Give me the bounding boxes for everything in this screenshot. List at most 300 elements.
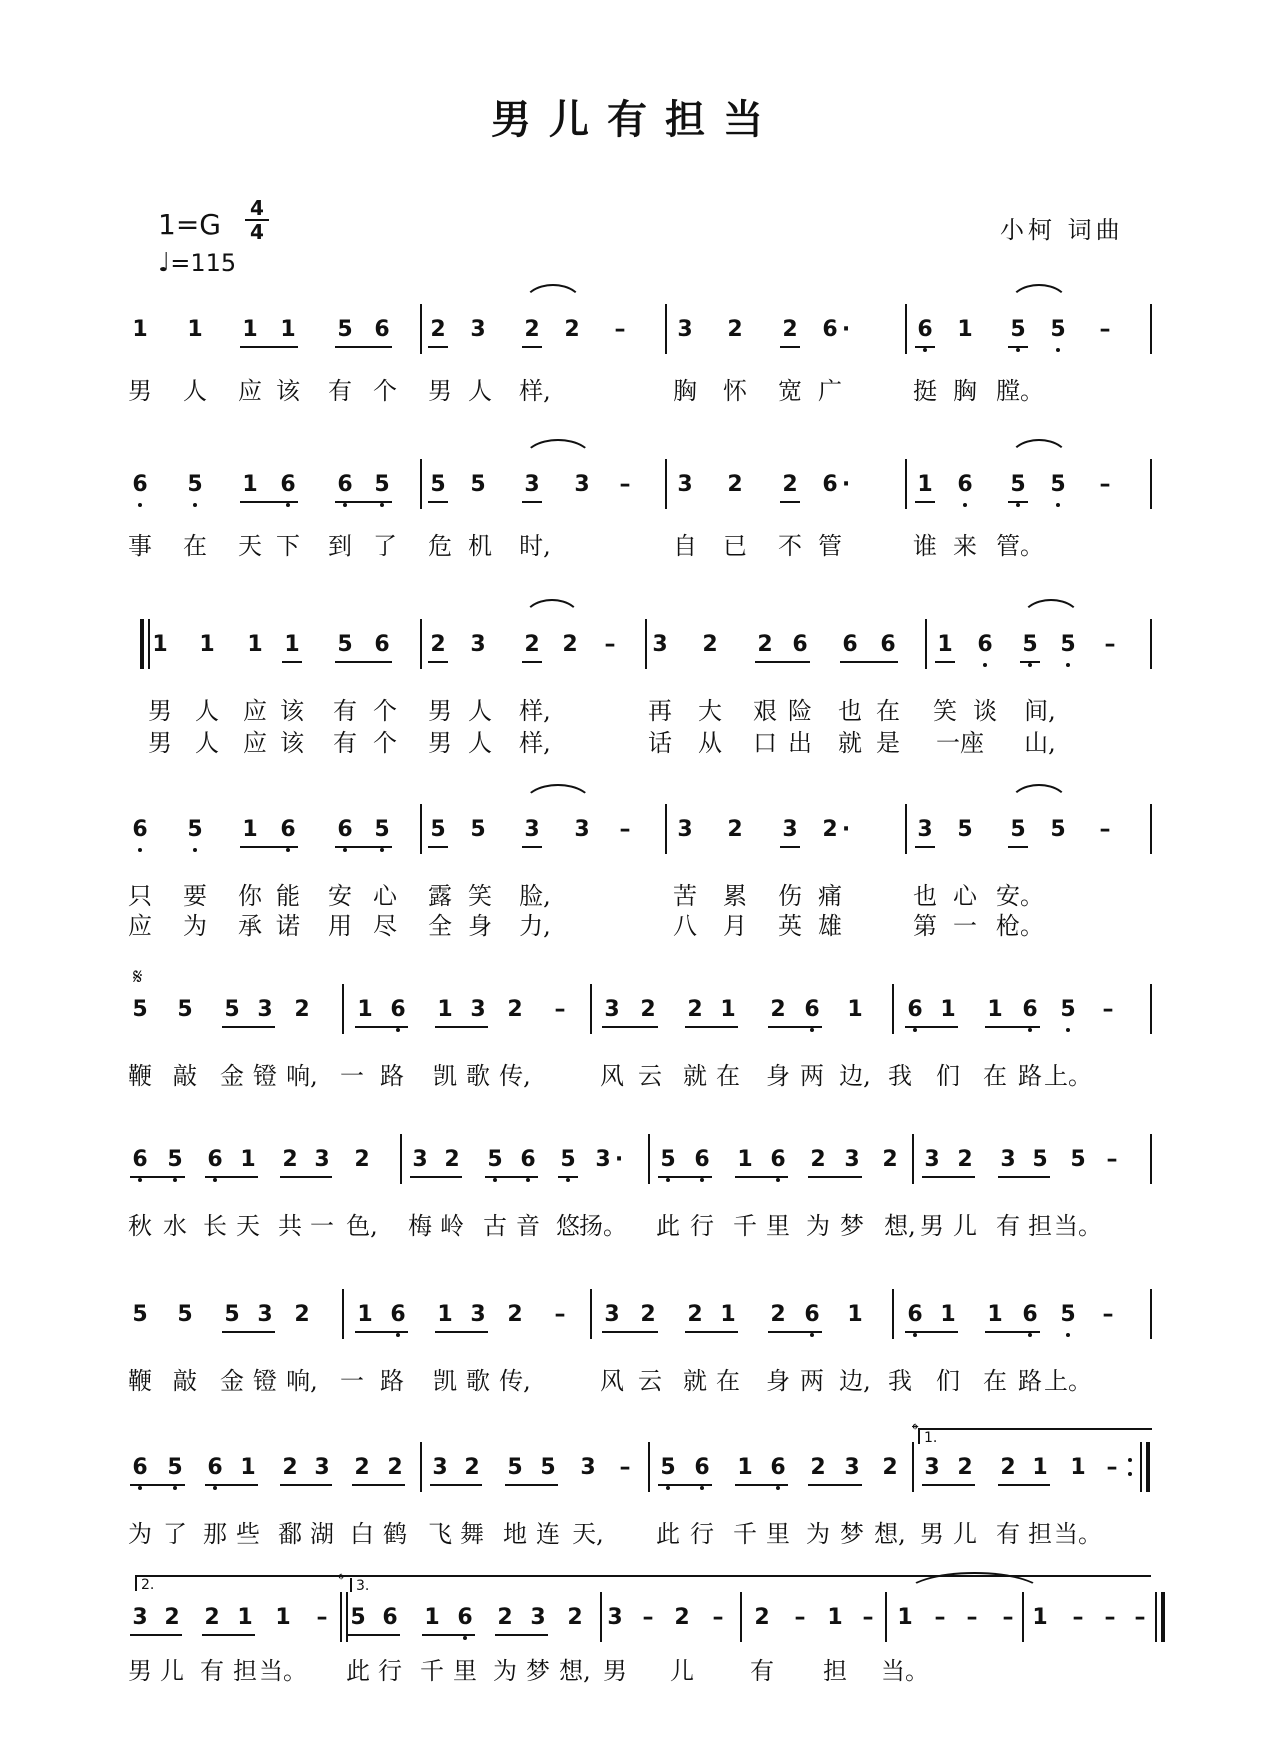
note: 5: [1010, 317, 1026, 342]
lyric-char: 笑: [468, 882, 492, 910]
lyric-char: 心: [373, 882, 397, 910]
note: –: [1134, 1605, 1146, 1630]
note: 6: [770, 1147, 786, 1172]
barline: [420, 304, 422, 354]
lyric-char: 男: [428, 377, 452, 405]
beam-underline: [240, 846, 298, 848]
lyric-char: 路: [380, 1062, 404, 1090]
lyric-char: 里: [766, 1212, 790, 1240]
lyric-char: 险: [788, 697, 812, 725]
note: 2: [882, 1455, 898, 1480]
note: 1: [424, 1605, 440, 1630]
note: 3: [257, 1302, 273, 1327]
lyric-char: 露: [428, 882, 452, 910]
note: –: [554, 1302, 566, 1327]
note: 3: [580, 1455, 596, 1480]
note: 2: [507, 1302, 523, 1327]
lyric-char: 想,: [559, 1657, 591, 1685]
lyric-char: 应: [243, 729, 267, 757]
barline: [1022, 1592, 1024, 1642]
beam-underline: [685, 1331, 738, 1333]
note: 2: [430, 632, 446, 657]
note: –: [1102, 1302, 1114, 1327]
tie-arc: [522, 284, 584, 306]
time-signature-top: 4: [250, 196, 264, 220]
note: 6: [842, 632, 858, 657]
note: 2: [757, 632, 773, 657]
dot-below: [138, 1178, 142, 1182]
note: 3: [257, 997, 273, 1022]
time-signature-bottom: 4: [250, 220, 264, 244]
dot-below: [776, 1178, 780, 1182]
note: 3: [917, 817, 933, 842]
note: 5: [1010, 472, 1026, 497]
lyric-char: 了: [373, 532, 397, 560]
dot-below: [286, 503, 290, 507]
lyric-char: 管。: [996, 532, 1044, 560]
note: 3: [604, 997, 620, 1022]
barline: [400, 1134, 402, 1184]
lyric-char: 人: [468, 377, 492, 405]
barline: [1140, 1442, 1142, 1492]
lyric-char: 从: [698, 729, 722, 757]
note: –: [642, 1605, 654, 1630]
lyric-char: 想,: [884, 1212, 916, 1240]
lyric-char: 有: [200, 1657, 224, 1685]
lyric-char: 一: [953, 912, 977, 940]
beam-underline: [602, 1026, 658, 1028]
lyric-char: 两: [800, 1367, 824, 1395]
note: 5: [1060, 632, 1076, 657]
barline: [1150, 984, 1152, 1034]
lyric-char: 边,: [839, 1062, 871, 1090]
note: 3: [470, 1302, 486, 1327]
beam-underline: [335, 346, 392, 348]
lyric-char: 要: [183, 882, 207, 910]
note: 6: [907, 1302, 923, 1327]
beam-underline: [205, 1176, 258, 1178]
beam-underline: [222, 1026, 275, 1028]
barline: [892, 1289, 894, 1339]
lyric-char: 湖: [310, 1520, 334, 1548]
beam-underline: [222, 1331, 275, 1333]
lyric-char: 男: [128, 377, 152, 405]
lyric-char: 男: [920, 1212, 944, 1240]
note: 3: [924, 1147, 940, 1172]
volta-3-bracket: 3.: [350, 1578, 356, 1592]
note: 6: [337, 817, 353, 842]
lyric-char: 有: [750, 1657, 774, 1685]
lyric-char: 来: [953, 532, 977, 560]
dot-below: [493, 1178, 497, 1182]
lyric-char: 人: [468, 729, 492, 757]
lyric-char: 是: [876, 729, 900, 757]
note: 6: [770, 1455, 786, 1480]
volta-1-bracket: 1.: [918, 1428, 1152, 1444]
beam-underline: [658, 1484, 712, 1486]
barline: [645, 619, 647, 669]
lyric-char: 音: [516, 1212, 540, 1240]
note: 1: [240, 1455, 256, 1480]
beam-underline: [435, 1026, 488, 1028]
note: 1: [280, 317, 296, 342]
note: –: [1104, 632, 1116, 657]
barline: [420, 619, 422, 669]
note: 2: [770, 997, 786, 1022]
beam-underline: [428, 661, 448, 663]
note: 5: [430, 817, 446, 842]
dot-below: [343, 503, 347, 507]
lyric-char: 当。: [881, 1657, 929, 1685]
lyric-char: 个: [373, 377, 397, 405]
note: 3: [470, 632, 486, 657]
note: 6: [880, 632, 896, 657]
note: 5: [1022, 632, 1038, 657]
beam-underline: [205, 1484, 258, 1486]
lyric-char: 膛。: [996, 377, 1044, 405]
barline: [1150, 619, 1152, 669]
lyric-char: 事: [128, 532, 152, 560]
note: 5: [1050, 817, 1066, 842]
note: 6: [957, 472, 973, 497]
lyric-char: 在: [183, 532, 207, 560]
lyric-char: 挺: [913, 377, 937, 405]
note: 1: [132, 317, 148, 342]
note: 2: [702, 632, 718, 657]
lyric-char: 心: [953, 882, 977, 910]
lyric-char: 两: [800, 1062, 824, 1090]
lyric-char: 我: [888, 1367, 912, 1395]
lyric-char: 在: [716, 1367, 740, 1395]
lyric-char: 就: [683, 1062, 707, 1090]
beam-underline: [355, 1331, 408, 1333]
note: 3: [432, 1455, 448, 1480]
lyric-char: 有: [996, 1212, 1020, 1240]
note: 5: [337, 632, 353, 657]
note: 6: [132, 472, 148, 497]
dot-below: [193, 503, 197, 507]
lyric-char: 身: [468, 912, 492, 940]
note: 2: [294, 997, 310, 1022]
lyric-char: 大: [698, 697, 722, 725]
barline: [665, 804, 667, 854]
note: 6: [280, 472, 296, 497]
note: 1: [357, 1302, 373, 1327]
lyric-char: 该: [276, 377, 300, 405]
note: 1: [240, 1147, 256, 1172]
note: –: [619, 1455, 631, 1480]
note: 6: [337, 472, 353, 497]
note: –: [966, 1605, 978, 1630]
note: –: [712, 1605, 724, 1630]
note: 1: [247, 632, 263, 657]
beam-underline: [1008, 346, 1028, 348]
lyric-char: 响,: [286, 1062, 318, 1090]
augmentation-dot: ·: [841, 317, 851, 342]
dot-below: [983, 663, 987, 667]
dot-below: [138, 848, 142, 852]
dot-below: [138, 1486, 142, 1490]
lyric-char: 行: [378, 1657, 402, 1685]
note: 1: [847, 1302, 863, 1327]
note: 3: [677, 817, 693, 842]
lyric-char: 男: [148, 697, 172, 725]
lyric-char: 共: [278, 1212, 302, 1240]
note: 2: [957, 1147, 973, 1172]
note: 1: [187, 317, 203, 342]
lyric-char: 八: [673, 912, 697, 940]
note: 1: [437, 1302, 453, 1327]
note: 6: [694, 1147, 710, 1172]
lyric-char: 传,: [499, 1062, 531, 1090]
note: 5: [187, 817, 203, 842]
lyric-char: 梅: [408, 1212, 432, 1240]
lyric-char: 一: [310, 1212, 334, 1240]
barline: [342, 1289, 344, 1339]
tie-arc: [1020, 599, 1082, 621]
note: 6: [374, 632, 390, 657]
note: 3: [530, 1605, 546, 1630]
note: 5: [1032, 1147, 1048, 1172]
dot-below: [526, 1178, 530, 1182]
note: 5: [1060, 997, 1076, 1022]
note: 1: [827, 1605, 843, 1630]
lyric-char: 想,: [874, 1520, 906, 1548]
note: 2: [1000, 1455, 1016, 1480]
lyric-char: 男: [603, 1657, 627, 1685]
lyric-char: 们: [936, 1062, 960, 1090]
note: 3: [132, 1605, 148, 1630]
note: 6: [132, 1455, 148, 1480]
beam-underline: [240, 501, 298, 503]
barline: [1155, 1592, 1157, 1642]
note: 3: [607, 1605, 623, 1630]
lyric-char: 样,: [519, 729, 551, 757]
note: 3: [470, 997, 486, 1022]
beam-underline: [435, 1331, 488, 1333]
note: 5: [1010, 817, 1026, 842]
tie-arc: [1008, 784, 1070, 806]
dot-below: [1066, 1028, 1070, 1032]
final-barline: [1146, 1442, 1150, 1492]
note: 1: [284, 632, 300, 657]
note: –: [1104, 1605, 1116, 1630]
segno-sign: 𝄋: [133, 965, 143, 990]
note: 1: [237, 1605, 253, 1630]
lyric-char: 苦: [673, 882, 697, 910]
note: 5: [132, 1302, 148, 1327]
dot-below: [380, 503, 384, 507]
lyric-char: 安: [328, 882, 352, 910]
note: –: [794, 1605, 806, 1630]
lyric-char: 人: [468, 697, 492, 725]
barline: [590, 1289, 592, 1339]
lyric-char: 歌: [466, 1062, 490, 1090]
lyric-char: 样,: [519, 377, 551, 405]
beam-underline: [808, 1484, 862, 1486]
dot-below: [463, 1636, 467, 1640]
note: –: [1072, 1605, 1084, 1630]
lyric-char: 担: [1028, 1212, 1052, 1240]
note: 6: [977, 632, 993, 657]
barline: [1150, 1134, 1152, 1184]
lyric-char: 在: [716, 1062, 740, 1090]
beam-underline: [280, 1484, 332, 1486]
dot-below: [700, 1178, 704, 1182]
beam-underline: [522, 501, 542, 503]
note: 2: [957, 1455, 973, 1480]
dot-below: [343, 848, 347, 852]
barline: [340, 1592, 342, 1642]
note: 2: [770, 1302, 786, 1327]
dot-below: [1056, 348, 1060, 352]
note: 3: [595, 1147, 611, 1172]
note: 5: [224, 997, 240, 1022]
note: 2: [282, 1147, 298, 1172]
dot-below: [193, 848, 197, 852]
dot-below: [1016, 348, 1020, 352]
lyric-char: 样,: [519, 697, 551, 725]
lyric-char: 边,: [839, 1367, 871, 1395]
note: 5: [470, 472, 486, 497]
note: 5: [1050, 472, 1066, 497]
note: 6: [207, 1147, 223, 1172]
barline: [420, 459, 422, 509]
lyric-char: 路: [1018, 1062, 1042, 1090]
dot-below: [810, 1333, 814, 1337]
lyric-char: 承: [238, 912, 262, 940]
beam-underline: [922, 1176, 975, 1178]
beam-underline: [505, 1484, 558, 1486]
lyric-char: 此: [346, 1657, 370, 1685]
beam-underline: [428, 346, 448, 348]
barline: [648, 1134, 650, 1184]
note: 3: [314, 1455, 330, 1480]
dot-below: [776, 1486, 780, 1490]
dot-below: [913, 1028, 917, 1032]
barline: [740, 1592, 742, 1642]
note: 1: [737, 1147, 753, 1172]
dot-below: [913, 1333, 917, 1337]
barline: [905, 304, 907, 354]
lyric-char: 在: [983, 1367, 1007, 1395]
lyric-char: 儿: [953, 1212, 977, 1240]
note: 5: [487, 1147, 503, 1172]
lyric-char: 一: [340, 1062, 364, 1090]
beam-underline: [602, 1331, 658, 1333]
lyric-char: 个: [373, 697, 397, 725]
lyric-char: 天: [238, 532, 262, 560]
lyric-char: 该: [280, 729, 304, 757]
dot-below: [1066, 663, 1070, 667]
lyric-char: 敲: [173, 1062, 197, 1090]
note: 5: [1060, 1302, 1076, 1327]
note: 2: [810, 1455, 826, 1480]
note: 5: [430, 472, 446, 497]
note: 6: [132, 1147, 148, 1172]
lyric-char: 已: [723, 532, 747, 560]
lyric-char: 累: [723, 882, 747, 910]
lyric-char: 千: [733, 1520, 757, 1548]
barline: [912, 1442, 914, 1492]
lyric-char: 在: [983, 1062, 1007, 1090]
note: 1: [242, 317, 258, 342]
augmentation-dot: ·: [841, 472, 851, 497]
barline: [912, 1134, 914, 1184]
lyric-char: 天: [236, 1212, 260, 1240]
note: 1: [917, 472, 933, 497]
lyric-char: 响,: [286, 1367, 318, 1395]
note: 5: [177, 1302, 193, 1327]
note: 2: [562, 632, 578, 657]
dot-below: [1028, 1028, 1032, 1032]
lyric-char: 人: [183, 377, 207, 405]
beam-underline: [998, 1484, 1050, 1486]
lyric-char: 为: [806, 1212, 830, 1240]
lyric-char: 风: [600, 1062, 624, 1090]
note: 3: [604, 1302, 620, 1327]
note: 1: [152, 632, 168, 657]
lyric-char: 有: [996, 1520, 1020, 1548]
beam-underline: [202, 1634, 255, 1636]
dot-below: [173, 1486, 177, 1490]
dot-below: [666, 1486, 670, 1490]
lyric-char: 雄: [818, 912, 842, 940]
dot-below: [1028, 1333, 1032, 1337]
beam-underline: [422, 1634, 475, 1636]
note: –: [1106, 1147, 1118, 1172]
lyric-char: 了: [163, 1520, 187, 1548]
tie-arc: [1008, 284, 1070, 306]
note: 2: [464, 1455, 480, 1480]
tie-arc: [522, 599, 582, 621]
lyric-char: 路: [1018, 1367, 1042, 1395]
dot-below: [810, 1028, 814, 1032]
lyric-char: 凯: [433, 1367, 457, 1395]
note: 2: [282, 1455, 298, 1480]
lyric-char: 月: [723, 912, 747, 940]
beam-underline: [428, 501, 448, 503]
note: 1: [1032, 1455, 1048, 1480]
note: 6: [804, 1302, 820, 1327]
lyric-char: 千: [733, 1212, 757, 1240]
note: 6: [694, 1455, 710, 1480]
note: 5: [507, 1455, 523, 1480]
beam-underline: [780, 501, 800, 503]
coda-sign: 𝄌: [912, 1420, 919, 1441]
note: 5: [540, 1455, 556, 1480]
note: 6: [374, 317, 390, 342]
lyric-char: 鹤: [383, 1520, 407, 1548]
beam-underline: [335, 501, 392, 503]
lyric-char: 扬。: [579, 1212, 627, 1240]
beam-underline: [905, 1026, 958, 1028]
note: 2: [810, 1147, 826, 1172]
lyric-char: 些: [236, 1520, 260, 1548]
coda-sign: 𝄌: [338, 1570, 345, 1591]
note: 3: [412, 1147, 428, 1172]
beam-underline: [905, 1331, 958, 1333]
note: 2: [822, 817, 838, 842]
dot-below: [138, 503, 142, 507]
repeat-dot: [1128, 1472, 1132, 1476]
note: 2: [754, 1605, 770, 1630]
note: 2: [354, 1147, 370, 1172]
lyric-char: 千: [420, 1657, 444, 1685]
lyric-char: 梦: [840, 1520, 864, 1548]
lyric-char: 谈: [973, 697, 997, 725]
beam-underline: [355, 1026, 408, 1028]
